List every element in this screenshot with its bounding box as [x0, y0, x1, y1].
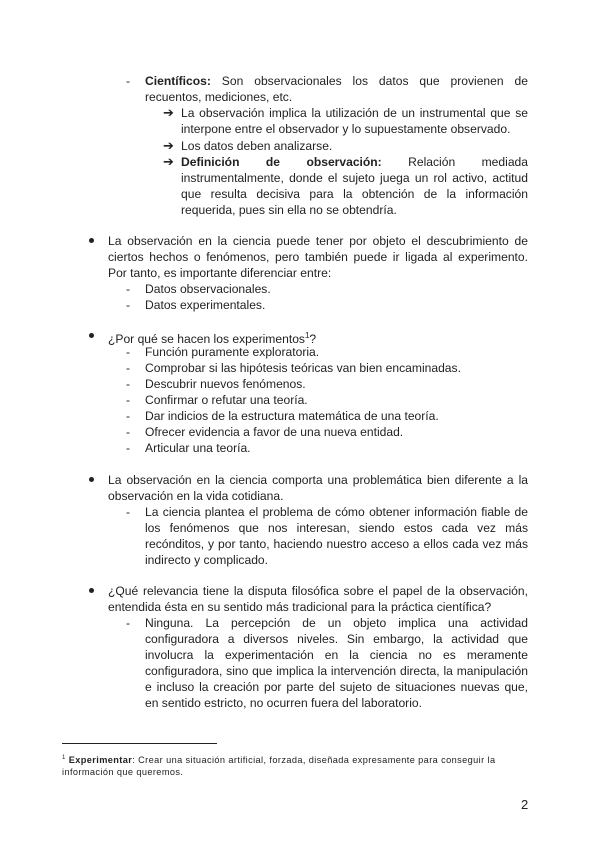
text-span: : Crear una situación artificial, forzada, diseñada expresamente para conseguir la [132, 755, 496, 766]
paragraph-line [145, 73, 528, 89]
bold-term: observación: [306, 155, 382, 169]
dash-marker: - [126, 345, 131, 359]
footnote-separator [62, 743, 217, 744]
list-item: Ofrecer evidencia a favor de una nueva entidad. [145, 425, 404, 439]
dash-marker: - [126, 298, 131, 312]
paragraph-line: Por tanto, es importante diferenciar entre: [108, 266, 332, 280]
paragraph-line: que resulta decisiva para la obtención de la información [181, 187, 528, 201]
bullet-dot [89, 333, 94, 338]
list-item: Dar indicios de la estructura matemática de una teoría. [145, 409, 439, 423]
dash-marker: - [126, 505, 131, 519]
footnote-term: Experimentar [68, 755, 133, 766]
bullet-dot [89, 238, 94, 243]
footnote-number: 1 [62, 755, 66, 761]
arrow-marker: ➔ [163, 105, 174, 120]
text-span: Relación mediada [408, 155, 528, 169]
text-span: ? [309, 332, 317, 347]
paragraph-line: involucra la experimentación en la ciencia no es meramente [145, 648, 528, 662]
dash-marker: - [126, 616, 131, 630]
paragraph-line: Ninguna. La percepción de un objeto implica una actividad [145, 616, 528, 630]
paragraph-line: Los datos deben analizarse. [181, 139, 333, 153]
paragraph-line: La ciencia plantea el problema de cómo obtener información fiable de [145, 505, 528, 519]
paragraph-line: los fenómenos que nos interesan, siendo estos cada vez más [145, 521, 528, 535]
dash-marker: - [126, 74, 131, 88]
list-item: Descubrir nuevos fenómenos. [145, 377, 306, 391]
paragraph-line: e incluso la creación por parte del sujeto de situaciones nuevas que, [145, 680, 528, 694]
paragraph-line: recuentos, mediciones, etc. [145, 90, 293, 104]
bold-term: de [265, 155, 281, 169]
paragraph-line: observación en la vida cotidiana. [108, 489, 284, 503]
paragraph-line: La observación implica la utilización de un instrumental que se [181, 106, 528, 120]
paragraph-line: requerida, pues sin ella no se obtendría. [181, 203, 397, 217]
dash-marker: - [126, 377, 131, 391]
arrow-marker: ➔ [163, 138, 174, 153]
list-item: Función puramente exploratoria. [145, 345, 320, 359]
dash-marker: - [126, 409, 131, 423]
paragraph-line: ¿Qué relevancia tiene la disputa filosófica sobre el papel de la observación, [108, 584, 528, 598]
dash-marker: - [126, 393, 131, 407]
paragraph-line: La observación en la ciencia comporta una problemática bien diferente a la [108, 473, 528, 487]
bold-term: Definición [181, 155, 240, 169]
dash-marker: - [126, 361, 131, 375]
list-item: Datos experimentales. [145, 298, 266, 312]
list-item: Articular una teoría. [145, 441, 251, 455]
paragraph-line: en sentido estricto, no ocurren fuera del laboratorio. [145, 696, 422, 710]
dash-marker: - [126, 425, 131, 439]
paragraph-line: interpone entre el observador y lo supuestamente observado. [181, 122, 511, 136]
list-item: Datos observacionales. [145, 282, 271, 296]
paragraph-line: configuradora a diversos niveles. Sin embargo, la actividad que [145, 632, 528, 646]
text-span: Son observacionales los datos que provienen de [221, 74, 528, 88]
paragraph-line: recónditos, y por tanto, haciendo nuestro acceso a ellos cada vez más [145, 537, 528, 551]
paragraph-line [181, 154, 528, 170]
list-item: Confirmar o refutar una teoría. [145, 393, 308, 407]
paragraph-line: entendida ésta en su sentido más tradicional para la práctica científica? [108, 600, 492, 614]
footnote-ref: 1 [304, 331, 310, 340]
page-number: 2 [521, 797, 529, 812]
paragraph-line: La observación en la ciencia puede tener por objeto el descubrimiento de [108, 234, 528, 248]
paragraph-line: indirecto y complicado. [145, 553, 269, 567]
dash-marker: - [126, 441, 131, 455]
arrow-marker: ➔ [163, 154, 174, 169]
paragraph-line: configuradora, sino que implica la intervención directa, la manipulación [145, 664, 528, 678]
dash-marker: - [126, 282, 131, 296]
paragraph-line: instrumentalmente, donde el sujeto juega un rol activo, actitud [181, 171, 528, 185]
paragraph-line: ciertos hechos o fenómenos, pero también puede ir ligada al experimento. [108, 250, 528, 264]
bullet-dot [89, 477, 94, 482]
list-item: Comprobar si las hipótesis teóricas van bien encaminadas. [145, 361, 461, 375]
bold-term: Científicos: [145, 74, 211, 88]
footnote-line: información que queremos. [62, 767, 184, 777]
bullet-dot [89, 588, 94, 593]
text-span: ¿Por qué se hacen los experimentos [108, 332, 305, 347]
